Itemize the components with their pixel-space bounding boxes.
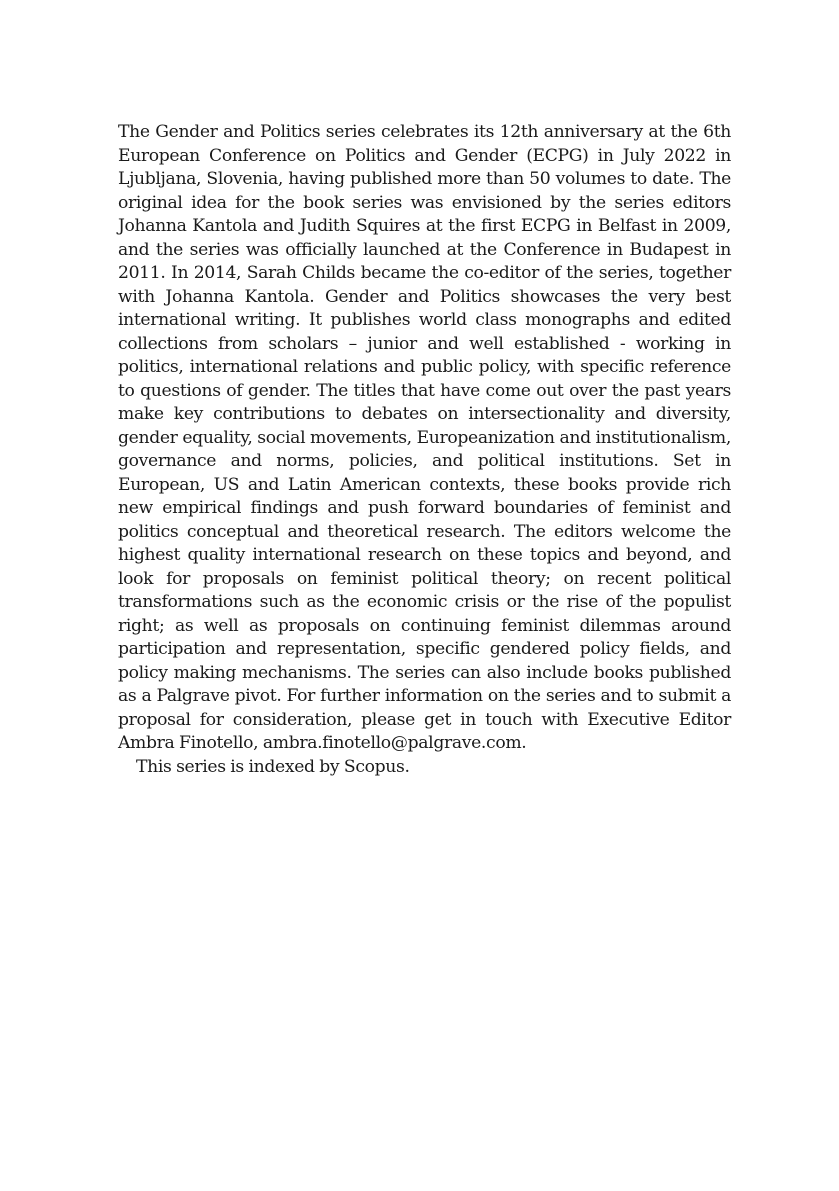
indexing-note-paragraph: This series is indexed by Scopus. (136, 756, 410, 777)
series-description (118, 121, 731, 779)
series-description-paragraph: The Gender and Politics series celebrates its 12th anniversary at the 6th European Conference on Politics and Gender (ECPG) in July 2022 in Ljubljana, Slovenia, having published more than 50 volumes to date. The original idea for the book series was envisioned by the series editors Johanna Kantola and Judith Squires at the first ECPG in Belfast in 2009, and the series was officially launched at the Conference in Budapest in 2011. In 2014, Sarah Childs became the co-editor of the series, together with Johanna Kantola. Gender and Politics showcases the very best international writing. It publishes world class monographs and edited collections from scholars – junior and well established - working in politics, international relations and public policy, with specific reference to questions of gender. The titles that have come out over the past years make key contributions to debates on intersectionality and diversity, gender equality, social movements, Europeanization and institutionalism, governance and norms, policies, and political institutions. Set in European, US and Latin American contexts, these books provide rich new empirical findings and push forward boundaries of feminist and politics conceptual and theoretical research. The editors welcome the highest quality international research on these topics and beyond, and look for proposals on feminist political theory; on recent political transformations such as the economic crisis or the rise of the populist right; as well as proposals on continuing feminist dilemmas around participation and representation, specific gendered policy fields, and policy making mechanisms. The series can also include books published as a Palgrave pivot. For further information on the series and to submit a proposal for consideration, please get in touch with Executive Editor Ambra Finotello, ambra.finotello@palgrave.com. (118, 122, 731, 753)
